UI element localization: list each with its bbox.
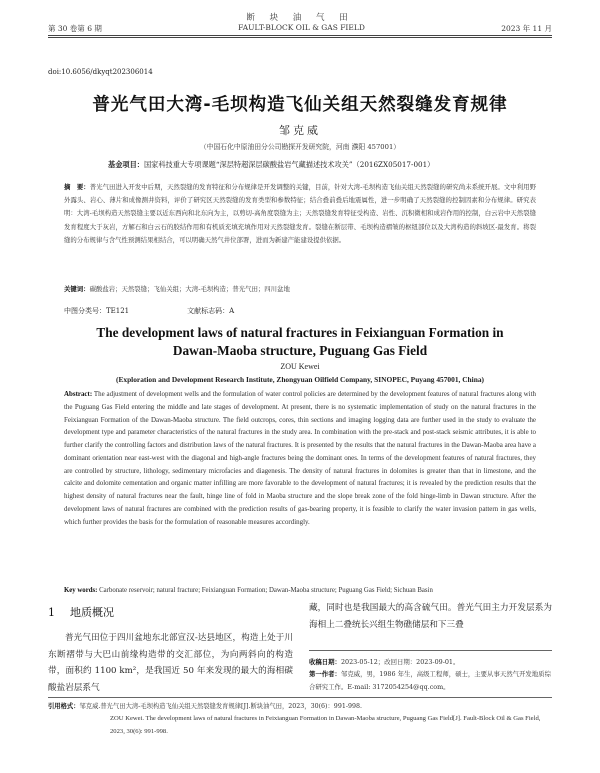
journal-name-en: FAULT-BLOCK OIL & GAS FIELD: [238, 23, 365, 32]
keywords-cn-label: 关键词：: [64, 285, 90, 293]
fund-note: [108, 160, 434, 170]
keywords-cn: [64, 284, 536, 293]
clc-value: TE121: [106, 307, 130, 315]
abstract-en-text: The adjustment of development wells and the formulation of water control policies are determined by the development features of natural fractures along with the Puguang Gas Field entering the middle and late stages of development. At present, there is no systematic implementation of study on the natural fractures in the Feixianguan Formation of the Dawan-Maoba structure. The field outcrops, cores, thin sections and imaging logging data are further used in the study to evaluate the development type and parameter characteristics of the natural fractures in the study area. In combination with the pre-stack and post-stack seismic attributes, it is able to further clarify the controlling factors and distribution laws of the natural fractures. It is presented by the results that the natural fractures in the Dawan-Maoba area have a dominant orientation near east-west with the diagonal and high-angle fractures being the dominant ones. In terms of the development features of natural fractures, they are controlled by structure, lithology, sedimentary microfacies and diagenesis. The density of natural fractures in dolomites is greater than that in limestone, and the calcite and dolomite cementation and organic matter infilling are more favorable to the development of natural fractures; it is revealed by the prediction results that the highest density of natural fractures near the fault, hinge line of fold in Maoba structure and the slope break zone of the fold hinge-limb in Dawan structure. After the development laws of natural fractures are combined with the prediction results of gas-bearing property, it is feasible to clarify the water invasion pattern in gas wells, which further provides the basis for the formulation of reasonable measures accordingly.: [64, 390, 536, 526]
fund-label: 基金项目：: [108, 160, 144, 169]
fund-text: 国家科技重大专项课题“深层特超深层碳酸盐岩气藏描述技术攻关”（2016ZX05017-001）: [143, 160, 435, 169]
running-header: [48, 23, 552, 34]
affiliation-en: (Exploration and Development Research Institute, Zhongyuan Oilfield Company, SINOPEC, Puyang 457001, China): [115, 375, 484, 384]
doc-code-value: A: [229, 307, 235, 315]
receipt-dates-label: 收稿日期：: [309, 658, 341, 666]
keywords-en-text: Carbonate reservoir; natural fracture; Feixianguan Formation; Dawan-Maoba structure; Puguang Gas Field; Sichuan Basin: [99, 587, 433, 594]
citation-en: ZOU Kewei. The development laws of natural fractures in Feixianguan Formation in Dawan-Maoba structure, Puguang Gas Field[J]. Fault-Block Oil & Gas Field, 2023, 30(6): 991-998.: [110, 715, 541, 735]
keywords-cn-text: 碳酸盐岩；天然裂缝；飞仙关组；大湾-毛坝构造；普光气田；四川盆地: [89, 285, 290, 293]
paper-title-en: The development laws of natural fractures in Feixianguan Formation in Dawan-Maoba structure, Puguang Gas Field: [96, 325, 504, 358]
citation-format: [48, 701, 552, 738]
paper-title-cn: 普光气田大湾-毛坝构造飞仙关组天然裂缝发育规律: [92, 95, 508, 115]
section-title: 地质概况: [70, 606, 114, 619]
affiliation-cn: （中国石化中原油田分公司勘探开发研究院，河南 濮阳 457001）: [199, 143, 401, 151]
section-number: 1: [48, 606, 55, 619]
first-author-text: 邹克威，男，1986 年生，高级工程师，硕士，主要从事天然气开发地质综合研究工作。E-mail: 3172054254@qq.com。: [309, 670, 551, 691]
section-heading: [48, 604, 114, 620]
footnote-rule: [309, 650, 552, 651]
abstract-en: [64, 388, 536, 528]
keywords-en-label: Key words:: [64, 587, 98, 594]
doc-code-label: 文献标志码：: [187, 307, 230, 315]
abstract-en-label: Abstract:: [64, 390, 93, 398]
body-text-right: 藏，同时也是我国最大的高含硫气田。普光气田主力开发层系为海相上二叠统长兴组生物礁储层和下三叠: [309, 603, 552, 630]
doi: doi:10.6056/dkyqt202306014: [48, 68, 153, 76]
receipt-dates-text: 2023-05-12；改回日期：2023-09-01。: [340, 658, 460, 666]
issue-date: 2023 年 11 月: [501, 24, 552, 33]
abstract-cn-label: 摘 要：: [64, 183, 90, 191]
receipt-dates: [309, 656, 552, 668]
receipt-note: [309, 656, 552, 693]
body-text-left: 普光气田位于四川盆地东北部宣汉-达县地区，构造上处于川东断褶带与大巴山前缘构造带的交汇部位，为向两斜向的构造带，面积约 1100 km²，是我国近 50 年来发现的最大的海相碳酸盐岩层系气: [48, 633, 293, 693]
classification-line: [64, 306, 234, 316]
citation-cn: 邹克威.普光气田大湾-毛坝构造飞仙关组天然裂缝发育规律[J].断块油气田，2023，30(6)：991-998.: [79, 703, 362, 710]
abstract-cn: [64, 181, 536, 247]
keywords-en: [64, 587, 536, 594]
header-rule: [48, 35, 552, 38]
abstract-cn-text: 普光气田进入开发中后期，天然裂缝的发育特征和分布规律是开发调整的关键，目前，针对大湾-毛坝构造飞仙关组天然裂缝的研究尚未系统开展。文中利用野外露头、岩心、薄片和成像测井资料，评价了研究区天然裂缝的发育类型和参数特征；结合叠前叠后地震属性，进一步明确了天然裂缝的控制因素和分布规律。研究表明：大湾-毛坝构造天然裂缝主要以近东西向和北东向为主，以剪切-高角度裂缝为主；天然裂缝发育特征受构造、岩性、沉积微相和成岩作用的控制，白云岩中天然裂缝发育程度大于灰岩，方解石和白云石的胶结作用和有机质充填充填作用对天然裂缝发育。裂缝在断层带、毛坝构造褶皱的枢纽部位以及大湾构造的斜坡区-最发育。将裂缝的分布规律与含气性预测结果相结合，可以明确天然气井位部署，进而为新建产能建设提供依据。: [64, 183, 537, 244]
author-cn: 邹克威: [279, 124, 321, 137]
citation-label: 引用格式：: [48, 703, 80, 710]
volume-issue: 第 30 卷第 6 期: [48, 24, 102, 33]
first-author-note: [309, 668, 552, 693]
journal-name-cn: 断 块 油 气 田: [246, 13, 354, 23]
author-en: ZOU Kewei: [280, 362, 320, 371]
first-author-label: 第一作者：: [309, 670, 341, 679]
clc-label: 中图分类号：: [64, 307, 106, 315]
citation-rule: [48, 697, 552, 698]
